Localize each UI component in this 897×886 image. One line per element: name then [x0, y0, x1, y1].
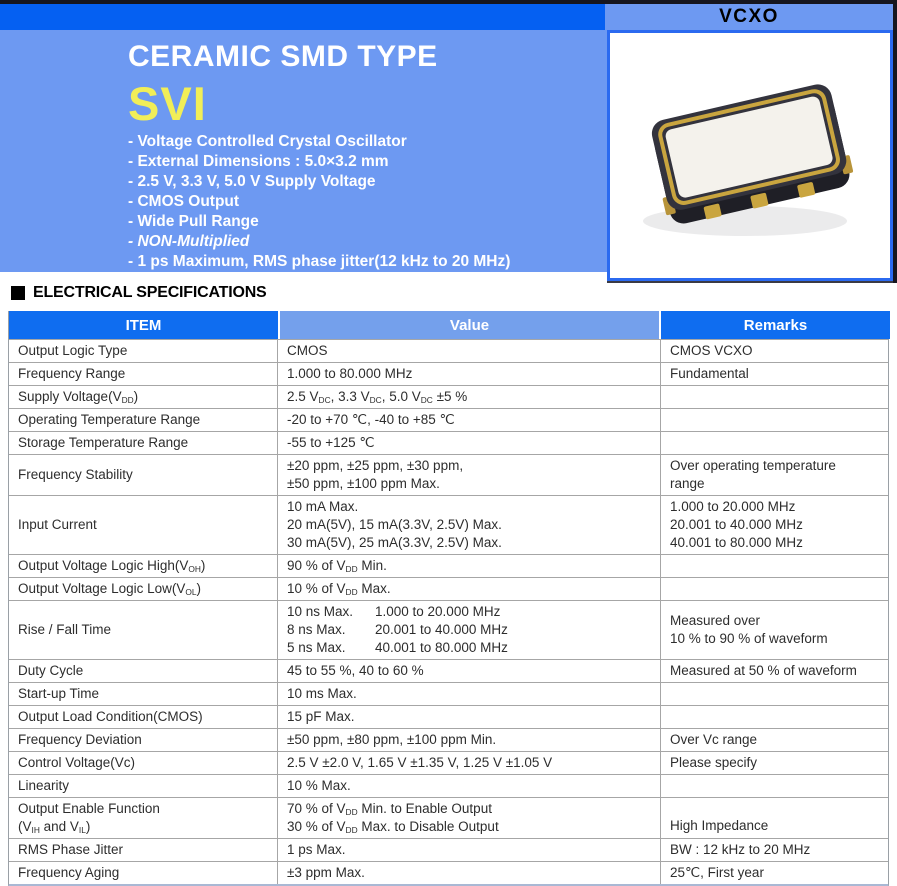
cell-line: 10 % Max.	[287, 778, 351, 793]
cell-line: Measured at 50 % of waveform	[670, 663, 857, 678]
value-line-part: 20.001 to 40.000 MHz	[375, 622, 508, 637]
spec-row-input-current	[9, 495, 888, 554]
cell-line: 45 to 55 %, 40 to 60 %	[287, 663, 424, 678]
spec-row-frequency-range	[9, 362, 888, 385]
cell-line: Fundamental	[670, 366, 749, 381]
page-right-edge-line	[893, 0, 897, 283]
spec-value-cell	[278, 340, 661, 362]
spec-value-cell	[278, 496, 661, 554]
cell-line	[287, 639, 654, 657]
spec-item-cell	[9, 683, 278, 705]
cell-line: Control Voltage(Vc)	[18, 755, 136, 770]
cell-line: Duty Cycle	[18, 663, 84, 678]
column-header-item: ITEM	[9, 311, 278, 339]
package-type-text: VCXO	[719, 6, 779, 27]
cell-line: 2.5 V ±2.0 V, 1.65 V ±1.35 V, 1.25 V ±1.05 V	[287, 755, 553, 770]
spec-remarks-cell	[661, 706, 890, 728]
cell-line: Frequency Deviation	[18, 732, 142, 747]
cell-line: Over operating temperature	[670, 458, 836, 473]
spec-value-cell	[278, 706, 661, 728]
photo-frame-shadow	[607, 281, 897, 283]
cell-line: Over Vc range	[670, 732, 758, 747]
spec-row-rms-phase-jitter	[9, 838, 888, 861]
cell-line: Output Voltage Logic $Low(V_{OL})$	[18, 581, 202, 598]
spec-value-cell	[278, 455, 661, 495]
cell-line: 10 % to 90 % of waveform	[670, 631, 828, 646]
spec-value-cell	[278, 798, 661, 838]
spec-remarks-cell	[661, 839, 890, 861]
product-photo	[625, 49, 875, 263]
cell-line: Output Logic Type	[18, 343, 128, 358]
spec-value-cell	[278, 775, 661, 797]
feature-item: - 2.5 V, 3.3 V, 5.0 V Supply Voltage	[128, 173, 376, 190]
cell-line: 1.000 to 20.000 MHz	[670, 499, 796, 514]
value-line-part: 1.000 to 20.000 MHz	[375, 604, 501, 619]
spec-remarks-cell	[661, 660, 890, 682]
spec-item-cell	[9, 752, 278, 774]
spec-row-storage-temperature	[9, 431, 888, 454]
spec-row-duty-cycle	[9, 659, 888, 682]
cell-line: ($V_{IH}$ and $V_{IL}$)	[18, 819, 91, 836]
cell-line: 70 % of $V_{DD}$ Min. to Enable Output	[287, 801, 492, 818]
cell-line: BW : 12 kHz to 20 MHz	[670, 842, 811, 857]
electrical-specifications-table	[8, 311, 889, 886]
cell-line: Frequency Range	[18, 366, 126, 381]
cell-line	[287, 603, 654, 621]
spec-remarks-cell	[661, 862, 890, 884]
spec-item-cell	[9, 578, 278, 600]
spec-item-cell	[9, 601, 278, 659]
spec-row-frequency-deviation	[9, 728, 888, 751]
feature-item: - External Dimensions : 5.0×3.2 mm	[128, 153, 389, 170]
spec-remarks-cell	[661, 752, 890, 774]
spec-remarks-cell	[661, 363, 890, 385]
spec-item-cell	[9, 660, 278, 682]
cell-line	[287, 621, 654, 639]
column-header-remarks: Remarks	[661, 311, 890, 339]
cell-line: Output Load Condition(CMOS)	[18, 709, 203, 724]
cell-line: 20.001 to 40.000 MHz	[670, 517, 803, 532]
spec-row-output-enable-function	[9, 797, 888, 838]
spec-remarks-cell	[661, 798, 890, 838]
cell-line: Supply $Voltage(V_{DD})$	[18, 389, 139, 406]
value-line-part: 10 ns Max.	[287, 604, 354, 619]
spec-item-cell	[9, 409, 278, 431]
cell-line: -20 to +70 ℃, -40 to +85 ℃	[287, 412, 455, 427]
spec-row-frequency-stability	[9, 454, 888, 495]
spec-remarks-cell	[661, 601, 890, 659]
cell-line: range	[670, 476, 705, 491]
cell-line: 15 pF Max.	[287, 709, 355, 724]
spec-row-control-voltage	[9, 751, 888, 774]
cell-line: Frequency Stability	[18, 467, 133, 482]
cell-line: Output Voltage Logic $High(V_{OH})$	[18, 558, 206, 575]
cell-line: 20 mA(5V), 15 mA(3.3V, 2.5V) Max.	[287, 517, 502, 532]
cell-line: 10 ms Max.	[287, 686, 357, 701]
cell-line: CMOS VCXO	[670, 343, 753, 358]
section-title: ELECTRICAL SPECIFICATIONS	[33, 284, 267, 301]
spec-remarks-cell	[661, 496, 890, 554]
spec-item-cell	[9, 340, 278, 362]
spec-row-output-load-condition	[9, 705, 888, 728]
cell-line: 10 % of $V_{DD}$ Max.	[287, 581, 391, 598]
spec-value-cell	[278, 752, 661, 774]
product-photo-frame	[607, 30, 893, 281]
spec-value-cell	[278, 386, 661, 408]
column-header-value: Value	[278, 311, 661, 339]
cell-line: ±3 ppm Max.	[287, 865, 365, 880]
cell-line: Measured over	[670, 613, 761, 628]
spec-value-cell	[278, 683, 661, 705]
feature-item: - NON-Multiplied	[128, 233, 250, 250]
cell-line: 30 mA(5V), 25 mA(3.3V, 2.5V) Max.	[287, 535, 502, 550]
spec-remarks-cell	[661, 409, 890, 431]
spec-remarks-cell	[661, 729, 890, 751]
cell-line: Start-up Time	[18, 686, 100, 701]
spec-item-cell	[9, 706, 278, 728]
feature-item: - Voltage Controlled Crystal Oscillator	[128, 133, 407, 150]
spec-row-frequency-aging	[9, 861, 888, 884]
section-header	[11, 284, 267, 302]
value-line-part: 5 ns Max.	[287, 640, 346, 655]
spec-remarks-cell	[661, 683, 890, 705]
cell-line: RMS Phase Jitter	[18, 842, 124, 857]
spec-item-cell	[9, 798, 278, 838]
cell-line: Linearity	[18, 778, 70, 793]
product-family-title: CERAMIC SMD TYPE	[128, 40, 438, 73]
cell-line: 1 ps Max.	[287, 842, 346, 857]
cell-line: 1.000 to 80.000 MHz	[287, 366, 413, 381]
spec-item-cell	[9, 455, 278, 495]
spec-row-linearity	[9, 774, 888, 797]
spec-remarks-cell	[661, 455, 890, 495]
spec-value-cell	[278, 363, 661, 385]
cell-line: Rise / Fall Time	[18, 622, 112, 637]
spec-row-operating-temperature	[9, 408, 888, 431]
spec-row-output-logic-type	[9, 339, 888, 362]
feature-item: - 1 ps Maximum, RMS phase jitter(12 kHz to 20 MHz)	[128, 253, 511, 270]
spec-row-output-voltage-high	[9, 554, 888, 577]
spec-remarks-cell	[661, 578, 890, 600]
spec-row-rise-fall-time	[9, 600, 888, 659]
spec-item-cell	[9, 775, 278, 797]
cell-line: 2.5 $V_{DC}$, 3.3 $V_{DC}$, 5.0 $V_{DC} \pm 5$ %	[287, 389, 468, 406]
spec-item-cell	[9, 496, 278, 554]
feature-item: - CMOS Output	[128, 193, 240, 210]
cell-line: Storage Temperature Range	[18, 435, 189, 450]
cell-line: 40.001 to 80.000 MHz	[670, 535, 803, 550]
spec-item-cell	[9, 432, 278, 454]
cell-line: High Impedance	[670, 818, 769, 833]
spec-remarks-cell	[661, 775, 890, 797]
spec-item-cell	[9, 363, 278, 385]
spec-item-cell	[9, 386, 278, 408]
cell-line: CMOS	[287, 343, 328, 358]
cell-line: Input Current	[18, 517, 97, 532]
spec-value-cell	[278, 578, 661, 600]
cell-line: ±20 ppm, ±25 ppm, ±30 ppm,	[287, 458, 464, 473]
value-line-part: 8 ns Max.	[287, 622, 346, 637]
spec-value-cell	[278, 660, 661, 682]
spec-value-cell	[278, 862, 661, 884]
cell-line: Operating Temperature Range	[18, 412, 201, 427]
spec-remarks-cell	[661, 432, 890, 454]
spec-row-startup-time	[9, 682, 888, 705]
spec-remarks-cell	[661, 386, 890, 408]
spec-value-cell	[278, 432, 661, 454]
product-model-name: SVI	[128, 77, 207, 130]
cell-line: 30 % of $V_{DD}$ Max. to Disable Output	[287, 819, 499, 836]
section-square-bullet-icon	[11, 286, 25, 300]
table-header-row	[9, 311, 888, 339]
spec-item-cell	[9, 555, 278, 577]
spec-item-cell	[9, 862, 278, 884]
spec-remarks-cell	[661, 340, 890, 362]
spec-value-cell	[278, 729, 661, 751]
spec-item-cell	[9, 839, 278, 861]
spec-value-cell	[278, 601, 661, 659]
cell-line: 90 % of $V_{DD}$ Min.	[287, 558, 387, 575]
spec-value-cell	[278, 555, 661, 577]
cell-line: 10 mA Max.	[287, 499, 359, 514]
cell-line: ±50 ppm, ±100 ppm Max.	[287, 476, 440, 491]
feature-list	[128, 132, 510, 272]
spec-remarks-cell	[661, 555, 890, 577]
cell-line: Output Enable Function	[18, 801, 160, 816]
cell-line: Frequency Aging	[18, 865, 120, 880]
package-type-label	[605, 4, 893, 30]
spec-value-cell	[278, 409, 661, 431]
cell-line: Please specify	[670, 755, 758, 770]
feature-item: - Wide Pull Range	[128, 213, 259, 230]
spec-value-cell	[278, 839, 661, 861]
cell-line: ±50 ppm, ±80 ppm, ±100 ppm Min.	[287, 732, 497, 747]
cell-line: -55 to +125 ℃	[287, 435, 375, 450]
cell-line: 25℃, First year	[670, 865, 764, 880]
value-line-part: 40.001 to 80.000 MHz	[375, 640, 508, 655]
spec-item-cell	[9, 729, 278, 751]
spec-row-output-voltage-low	[9, 577, 888, 600]
product-header-panel	[0, 30, 607, 272]
spec-row-supply-voltage	[9, 385, 888, 408]
